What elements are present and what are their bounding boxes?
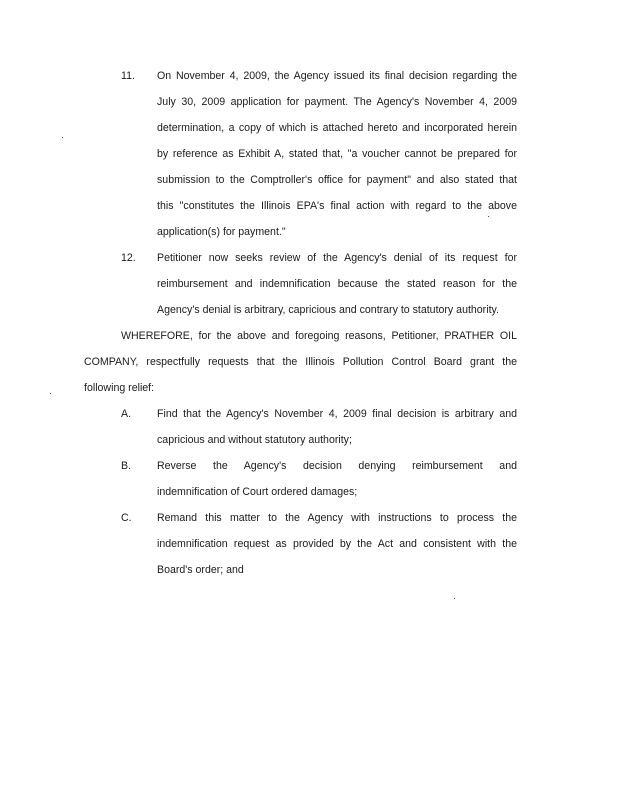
scan-speck [62,137,63,138]
relief-letter: C. [121,512,132,524]
paragraph-line: indemnification of Court ordered damages; [157,486,358,498]
paragraph-number: 12. [121,252,136,264]
scan-speck [454,598,455,599]
scan-speck [50,393,51,394]
paragraph-line: July 30, 2009 application for payment. The Agency's November 4, 2009 [157,96,517,108]
paragraph-line: indemnification request as provided by the Act and consistent with the [157,538,517,550]
paragraph-line: WHEREFORE, for the above and foregoing reasons, Petitioner, PRATHER OIL [121,330,517,342]
paragraph-line: reimbursement and indemnification because the stated reason for the [157,278,517,290]
paragraph-line: capricious and without statutory authority; [157,434,352,446]
scan-speck [488,216,489,217]
paragraph-line: Agency's denial is arbitrary, capricious and contrary to statutory authority. [157,304,499,316]
paragraph-line: Reverse the Agency's decision denying reimbursement and [157,460,517,472]
paragraph-line: Petitioner now seeks review of the Agency's denial of its request for [157,252,517,264]
paragraph-line: Find that the Agency's November 4, 2009 final decision is arbitrary and [157,408,517,420]
paragraph-line: by reference as Exhibit A, stated that, "a voucher cannot be prepared for [157,148,517,160]
paragraph-line: following relief: [84,382,155,394]
paragraph-line: submission to the Comptroller's office for payment" and also stated that [157,174,517,186]
paragraph-line: Board's order; and [157,564,244,576]
paragraph-number: 11. [121,70,135,82]
relief-letter: A. [121,408,132,420]
paragraph-line: On November 4, 2009, the Agency issued its final decision regarding the [157,70,517,82]
paragraph-line: determination, a copy of which is attached hereto and incorporated herein [157,122,517,134]
paragraph-line: Remand this matter to the Agency with instructions to process the [157,512,517,524]
paragraph-line: application(s) for payment." [157,226,286,238]
relief-letter: B. [121,460,132,472]
paragraph-line: this "constitutes the Illinois EPA's final action with regard to the above [157,200,517,212]
paragraph-line: COMPANY, respectfully requests that the Illinois Pollution Control Board grant the [84,356,517,368]
